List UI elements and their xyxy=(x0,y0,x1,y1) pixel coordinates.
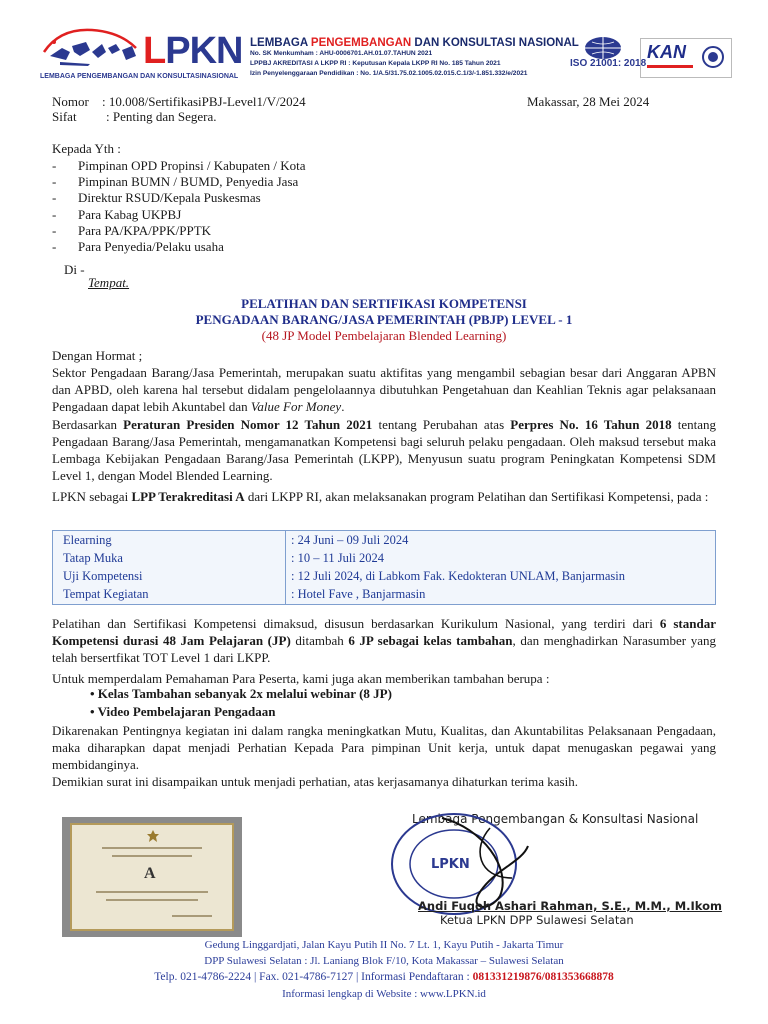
signature-organization: Lembaga Pengembangan & Konsultasi Nasional xyxy=(412,812,699,826)
signatory-position: Ketua LPKN DPP Sulawesi Selatan xyxy=(440,913,634,927)
schedule-label: Elearning xyxy=(63,533,112,547)
paragraph-3-text: dari LKPP RI, akan melaksanakan program Pelatihan dan Sertifikasi Kompetensi, pada : xyxy=(244,489,709,504)
letter-number-label: Nomor xyxy=(52,94,89,109)
letterhead xyxy=(0,0,768,92)
schedule-value: : 12 Juli 2024, di Labkom Fak. Kedokteran UNLAM, Banjarmasin xyxy=(291,569,625,583)
accreditation-ref: LPP Terakreditasi A xyxy=(131,489,245,504)
recipient-dash: - xyxy=(52,222,57,238)
recipient-dash: - xyxy=(52,158,57,173)
organization-info xyxy=(250,37,579,79)
recipient-dash: - xyxy=(52,190,57,206)
recipient-label: Para Kabag UKPBJ xyxy=(78,206,182,222)
paragraph-6: Dikarenakan Pentingnya kegiatan ini dalam rangka meningkatkan Mutu, Kualitas, dan Akuntabilitas Pelaksanaan Pengadaan, maka diharapkan dapat menjadi Perhatian Kepada Para pimpinan Unit kerja, untuk dapat menugaskan pegawai yang membidanginya. xyxy=(52,723,716,772)
garuda-emblem-icon xyxy=(146,829,160,843)
value-for-money: Value For Money xyxy=(250,399,342,414)
signatory-name: Andi Fuqoh Ashari Rahman, S.E., M.M., M.Ikom xyxy=(418,899,723,913)
recipient-dash: - xyxy=(52,239,57,255)
certificate-text-lines xyxy=(106,899,198,901)
paragraph-1-end: . xyxy=(341,399,345,414)
recipient-item xyxy=(52,190,306,206)
document-jp-note: (48 JP Model Pembelajaran Blended Learning) xyxy=(261,328,507,343)
org-permit-line: Izin Penyelenggaraan Pendidikan : No. 1/A.5/31.75.02.1005.02.015.C.1/3/-1.851.332/e/2021 xyxy=(250,70,528,77)
certificate-text-lines xyxy=(96,891,208,893)
recipient-dash: - xyxy=(52,174,57,190)
document-subtitle: PENGADAAN BARANG/JASA PEMERINTAH (PBJP) LEVEL - 1 xyxy=(195,312,573,327)
certificate-paper xyxy=(70,823,234,931)
extra-class-note: 6 JP sebagai kelas tambahan xyxy=(348,633,513,648)
logo-letters: PKN xyxy=(165,30,243,72)
kan-label: KAN xyxy=(647,42,686,62)
certificate-grade: A xyxy=(144,865,156,882)
schedule-divider xyxy=(285,531,286,604)
schedule-label: Uji Kompetensi xyxy=(63,569,143,583)
certificate-image xyxy=(62,817,242,937)
paragraph-1-text: Sektor Pengadaan Barang/Jasa Pemerintah, merupakan suatu aktifitas yang mengambil sebagian besar dari Anggaran APBN dan APBD, oleh karena hal tersebut didalam pengelolaannya dibutuhkan Pengetahuan dan Keahlian Teknis agar pelaksanaan Pengadaan dapat lebih Akuntabel dan xyxy=(52,365,716,414)
recipient-label: Para PA/KPA/PPK/PPTK xyxy=(78,222,212,238)
schedule-table xyxy=(52,530,716,605)
footer-registration-phone: 081331219876/081353668878 xyxy=(472,971,614,983)
bullet-item: • Kelas Tambahan sebanyak 2x melalui webinar (8 JP) xyxy=(90,686,392,701)
paragraph-2 xyxy=(52,416,716,484)
document-title: PELATIHAN DAN SERTIFIKASI KOMPETENSI xyxy=(241,296,527,311)
paragraph-3 xyxy=(52,488,716,505)
org-accreditation-line: LPPBJ AKREDITASI A LKPP RI : Keputusan Kepala LKPP RI No. 185 Tahun 2021 xyxy=(250,60,501,67)
logo-tagline: LEMBAGA PENGEMBANGAN DAN KONSULTASINASIONAL xyxy=(40,73,239,80)
letter-nature-label: Sifat xyxy=(52,109,77,124)
logo-wordmark xyxy=(143,32,242,70)
paragraph-4 xyxy=(52,615,716,666)
recipient-item xyxy=(52,174,306,190)
recipient-item xyxy=(52,239,306,255)
kan-accreditation-badge xyxy=(640,38,732,78)
org-name-highlight: PENGEMBANGAN xyxy=(310,37,412,49)
letter-nature: : Penting dan Segera. xyxy=(106,109,217,124)
lpkn-logo xyxy=(40,22,250,87)
paragraph-5: Untuk memperdalam Pemahaman Para Peserta, kami juga akan memberikan tambahan berupa : xyxy=(52,671,550,686)
recipient-dash: - xyxy=(52,206,57,222)
schedule-value: : 24 Juni – 09 Juli 2024 xyxy=(291,533,409,547)
paragraph-1 xyxy=(52,364,716,415)
closing-paragraph: Demikian surat ini disampaikan untuk menjadi perhatian, atas kerjasamanya dihaturkan terima kasih. xyxy=(52,774,578,789)
footer-address-makassar: DPP Sulawesi Selatan : Jl. Laniang Blok F/10, Kota Makassar – Sulawesi Selatan xyxy=(204,955,564,967)
certificate-text-lines xyxy=(172,915,212,917)
stamp-label: LPKN xyxy=(431,857,470,872)
iso-globe-icon xyxy=(568,34,638,76)
indonesia-map-icon xyxy=(40,22,140,72)
paragraph-4-text: , dan menghadirkan Narasumber yang telah bersertfikat TOT Level 1 dari LKPP. xyxy=(52,633,716,665)
org-name-part: DAN KONSULTASI NASIONAL xyxy=(411,37,579,49)
letter-number: : 10.008/SertifikasiPBJ-Level1/V/2024 xyxy=(102,94,306,109)
greeting: Dengan Hormat ; xyxy=(52,348,143,363)
perpres-2021-ref: Peraturan Presiden Nomor 12 Tahun 2021 xyxy=(123,417,373,432)
footer-address-jakarta: Gedung Linggardjati, Jalan Kayu Putih II No. 7 Lt. 1, Kayu Putih - Jakarta Timur xyxy=(204,939,564,951)
schedule-value: : 10 – 11 Juli 2024 xyxy=(291,551,384,565)
footer-website: Informasi lengkap di Website : www.LPKN.id xyxy=(282,988,486,1000)
footer-contact xyxy=(0,971,768,983)
tempat-label: Tempat. xyxy=(88,275,130,290)
certification-seal-icon xyxy=(701,45,725,69)
schedule-value: : Hotel Fave , Banjarmasin xyxy=(291,587,426,601)
recipient-item xyxy=(52,207,306,223)
recipient-label: Para Penyedia/Pelaku usaha xyxy=(78,239,224,255)
org-name-part: LEMBAGA xyxy=(250,37,311,49)
paragraph-3-text: LPKN sebagai xyxy=(52,489,132,504)
schedule-label: Tempat Kegiatan xyxy=(63,587,149,601)
recipient-item xyxy=(52,223,306,239)
paragraph-2-text: tentang Pengadaan Barang/Jasa Pemerintah, mengamanatkan Kompetensi bagi seluruh pelaku pengadaan. Oleh maksud tersebut maka Lembaga Kebijakan Pengadaan Barang/Jasa Pemerintah (LKPP), Menyusun suatu program Peningkatan Kompetensi SDM Level 1, dengan Model Blended Learning. xyxy=(52,417,717,483)
recipient-list xyxy=(52,158,306,255)
recipient-item xyxy=(52,158,306,174)
di-label: Di - xyxy=(64,262,85,277)
certificate-text-lines xyxy=(112,855,192,857)
kan-underline xyxy=(647,65,693,68)
recipient-label: Pimpinan OPD Propinsi / Kabupaten / Kota xyxy=(78,158,306,173)
recipient-label: Pimpinan BUMN / BUMD, Penyedia Jasa xyxy=(78,174,299,190)
paragraph-4-text: ditambah xyxy=(290,633,349,648)
addressee-heading: Kepada Yth : xyxy=(52,141,121,156)
bullet-item: • Video Pembelajaran Pengadaan xyxy=(90,704,276,719)
iso-certification-badge xyxy=(568,34,647,76)
paragraph-4-text: Pelatihan dan Sertifikasi Kompetensi dimaksud, disusun berdasarkan Kurikulum Nasional, yang terdiri dari xyxy=(52,616,660,631)
org-license-line: No. SK Menkumham : AHU-0006701.AH.01.07.TAHUN 2021 xyxy=(250,50,433,57)
paragraph-2-text: tentang Perubahan atas xyxy=(372,417,511,432)
certificate-text-lines xyxy=(102,847,202,849)
footer-phone-fax: Telp. 021-4786-2224 | Fax. 021-4786-7127 | Informasi Pendaftaran : xyxy=(154,971,473,983)
place-date: Makassar, 28 Mei 2024 xyxy=(527,94,650,109)
paragraph-2-text: Berdasarkan xyxy=(52,417,124,432)
recipient-label: Direktur RSUD/Kepala Puskesmas xyxy=(78,190,261,206)
organization-name xyxy=(250,37,579,49)
logo-letter-l: L xyxy=(143,30,166,72)
schedule-label: Tatap Muka xyxy=(63,551,123,565)
competency-standard: 6 standar Kompetensi durasi 48 Jam Pelajaran (JP) xyxy=(52,616,716,648)
iso-label: ISO 21001: 2018 xyxy=(570,58,647,69)
perpres-2018-ref: Perpres No. 16 Tahun 2018 xyxy=(510,417,672,432)
